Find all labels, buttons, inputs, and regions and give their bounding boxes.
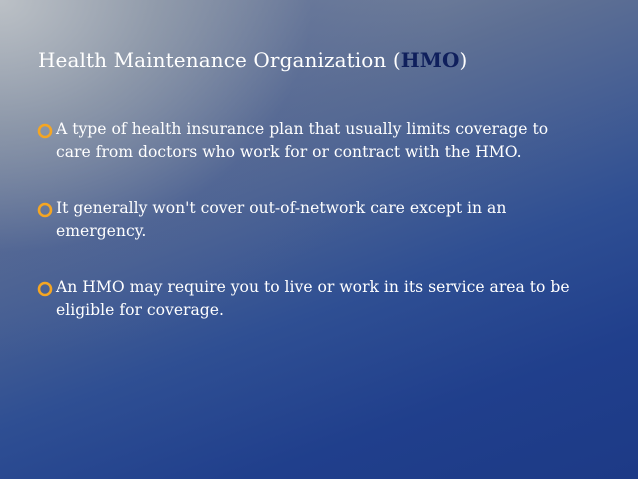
bullet-item	[36, 197, 576, 243]
bullet-text: An HMO may require you to live or work in its service area to be eligible for coverage.	[56, 278, 570, 319]
ring-bullet-icon	[37, 123, 53, 139]
title-prefix: Health Maintenance Organization (	[38, 48, 401, 72]
slide-title	[38, 48, 467, 72]
bullet-item	[36, 118, 576, 164]
bullet-list	[36, 118, 576, 322]
bullet-text: A type of health insurance plan that usually limits coverage to care from doctors who work for or contract with the HMO.	[56, 120, 549, 161]
ring-bullet-icon	[37, 202, 53, 218]
bullet-text: It generally won't cover out-of-network care except in an emergency.	[56, 199, 507, 240]
ring-bullet-icon	[37, 281, 53, 297]
bullet-item	[36, 276, 576, 322]
title-abbreviation: HMO	[400, 48, 460, 72]
title-suffix: )	[459, 48, 468, 72]
